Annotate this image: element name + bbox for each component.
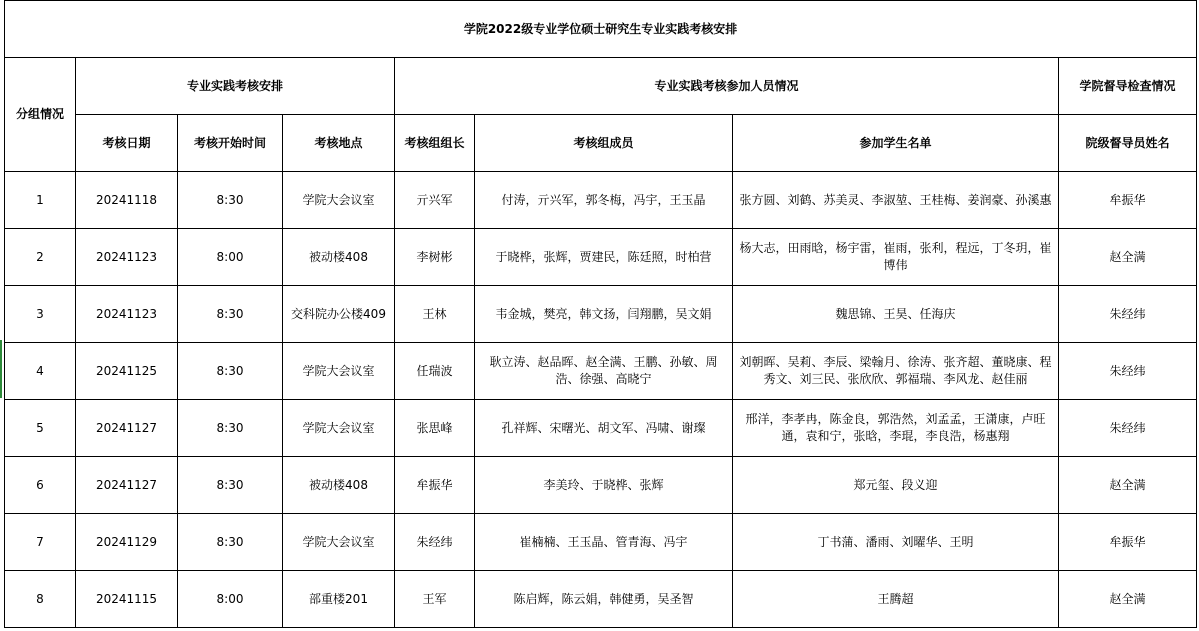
- header-schedule[interactable]: 专业实践考核安排: [76, 58, 395, 115]
- table-row: [5, 172, 1197, 229]
- cell-supervisor[interactable]: 牟振华: [1059, 172, 1197, 229]
- cell-students[interactable]: 王腾超: [733, 571, 1059, 628]
- cell-members[interactable]: 付涛，亓兴军，郭冬梅，冯宇，王玉晶: [475, 172, 733, 229]
- cell-supervisor[interactable]: 朱经纬: [1059, 343, 1197, 400]
- cell-members[interactable]: 耿立涛、赵品晖、赵全满、王鹏、孙敏、周浩、徐强、高晓宁: [475, 343, 733, 400]
- header-start-time[interactable]: 考核开始时间: [178, 115, 283, 172]
- table-row: [5, 400, 1197, 457]
- cell-time[interactable]: 8:00: [178, 229, 283, 286]
- cell-date[interactable]: 20241123: [76, 229, 178, 286]
- row-selection-marker: [0, 340, 2, 398]
- cell-leader[interactable]: 亓兴军: [395, 172, 475, 229]
- cell-leader[interactable]: 张思峰: [395, 400, 475, 457]
- cell-students[interactable]: 魏思锦、王昊、任海庆: [733, 286, 1059, 343]
- cell-group[interactable]: 1: [5, 172, 76, 229]
- cell-students[interactable]: 丁书蒲、潘雨、刘曜华、王明: [733, 514, 1059, 571]
- sheet-title[interactable]: 学院2022级专业学位硕士研究生专业实践考核安排: [5, 1, 1197, 58]
- cell-location[interactable]: 被动楼408: [283, 229, 395, 286]
- cell-location[interactable]: 学院大会议室: [283, 514, 395, 571]
- cell-members[interactable]: 韦金城，樊亮，韩文扬，闫翔鹏，吴文娟: [475, 286, 733, 343]
- cell-date[interactable]: 20241115: [76, 571, 178, 628]
- cell-date[interactable]: 20241127: [76, 400, 178, 457]
- header-row-2: [5, 115, 1197, 172]
- table-row: [5, 571, 1197, 628]
- header-location[interactable]: 考核地点: [283, 115, 395, 172]
- cell-members[interactable]: 崔楠楠、王玉晶、管青海、冯宇: [475, 514, 733, 571]
- cell-leader[interactable]: 王林: [395, 286, 475, 343]
- cell-group[interactable]: 8: [5, 571, 76, 628]
- title-row: [5, 1, 1197, 58]
- header-row-1: [5, 58, 1197, 115]
- cell-members[interactable]: 于晓桦，张辉，贾建民，陈廷照，时柏营: [475, 229, 733, 286]
- cell-time[interactable]: 8:30: [178, 457, 283, 514]
- cell-location[interactable]: 学院大会议室: [283, 343, 395, 400]
- header-group[interactable]: 分组情况: [5, 58, 76, 172]
- cell-supervisor[interactable]: 赵全满: [1059, 229, 1197, 286]
- cell-location[interactable]: 交科院办公楼409: [283, 286, 395, 343]
- cell-students[interactable]: 邢洋，李孝冉，陈金良，郭浩然，刘孟孟，王潇康，卢旺通，袁和宁，张晗，李琨，李良浩，杨惠翔: [733, 400, 1059, 457]
- cell-members[interactable]: 孔祥辉、宋曙光、胡文军、冯啸、谢璨: [475, 400, 733, 457]
- header-members[interactable]: 考核组成员: [475, 115, 733, 172]
- cell-date[interactable]: 20241127: [76, 457, 178, 514]
- cell-members[interactable]: 李美玲、于晓桦、张辉: [475, 457, 733, 514]
- schedule-table: [4, 0, 1197, 628]
- cell-students[interactable]: 刘朝晖、吴莉、李辰、梁翰月、徐涛、张齐超、董晓康、程秀文、刘三民、张欣欣、郭福瑞、李风龙、赵佳丽: [733, 343, 1059, 400]
- cell-time[interactable]: 8:30: [178, 343, 283, 400]
- cell-students[interactable]: 张方圆、刘鹤、苏美灵、李淑堃、王桂梅、姜润豪、孙溪惠: [733, 172, 1059, 229]
- cell-members[interactable]: 陈启辉，陈云娟，韩健勇，吴圣智: [475, 571, 733, 628]
- table-row: [5, 286, 1197, 343]
- cell-group[interactable]: 2: [5, 229, 76, 286]
- cell-group[interactable]: 4: [5, 343, 76, 400]
- cell-supervisor[interactable]: 朱经纬: [1059, 286, 1197, 343]
- cell-leader[interactable]: 任瑞波: [395, 343, 475, 400]
- table-row: [5, 343, 1197, 400]
- cell-time[interactable]: 8:30: [178, 286, 283, 343]
- table-row: [5, 229, 1197, 286]
- cell-location[interactable]: 被动楼408: [283, 457, 395, 514]
- cell-location[interactable]: 学院大会议室: [283, 400, 395, 457]
- cell-group[interactable]: 5: [5, 400, 76, 457]
- cell-students[interactable]: 郑元玺、段义迎: [733, 457, 1059, 514]
- cell-supervisor[interactable]: 赵全满: [1059, 457, 1197, 514]
- cell-leader[interactable]: 牟振华: [395, 457, 475, 514]
- cell-group[interactable]: 7: [5, 514, 76, 571]
- cell-group[interactable]: 6: [5, 457, 76, 514]
- header-supervisor[interactable]: 院级督导员姓名: [1059, 115, 1197, 172]
- cell-date[interactable]: 20241129: [76, 514, 178, 571]
- cell-date[interactable]: 20241125: [76, 343, 178, 400]
- cell-leader[interactable]: 朱经纬: [395, 514, 475, 571]
- cell-location[interactable]: 部重楼201: [283, 571, 395, 628]
- cell-time[interactable]: 8:30: [178, 514, 283, 571]
- cell-time[interactable]: 8:30: [178, 400, 283, 457]
- cell-supervisor[interactable]: 朱经纬: [1059, 400, 1197, 457]
- cell-location[interactable]: 学院大会议室: [283, 172, 395, 229]
- cell-time[interactable]: 8:00: [178, 571, 283, 628]
- header-students[interactable]: 参加学生名单: [733, 115, 1059, 172]
- cell-leader[interactable]: 李树彬: [395, 229, 475, 286]
- header-date[interactable]: 考核日期: [76, 115, 178, 172]
- cell-supervisor[interactable]: 牟振华: [1059, 514, 1197, 571]
- cell-students[interactable]: 杨大志，田雨晗，杨宇雷，崔雨，张利，程远，丁冬玥，崔博伟: [733, 229, 1059, 286]
- table-row: [5, 457, 1197, 514]
- cell-supervisor[interactable]: 赵全满: [1059, 571, 1197, 628]
- table-row: [5, 514, 1197, 571]
- cell-group[interactable]: 3: [5, 286, 76, 343]
- cell-leader[interactable]: 王军: [395, 571, 475, 628]
- header-participants[interactable]: 专业实践考核参加人员情况: [395, 58, 1059, 115]
- header-leader[interactable]: 考核组组长: [395, 115, 475, 172]
- cell-time[interactable]: 8:30: [178, 172, 283, 229]
- cell-date[interactable]: 20241118: [76, 172, 178, 229]
- cell-date[interactable]: 20241123: [76, 286, 178, 343]
- header-supervision[interactable]: 学院督导检查情况: [1059, 58, 1197, 115]
